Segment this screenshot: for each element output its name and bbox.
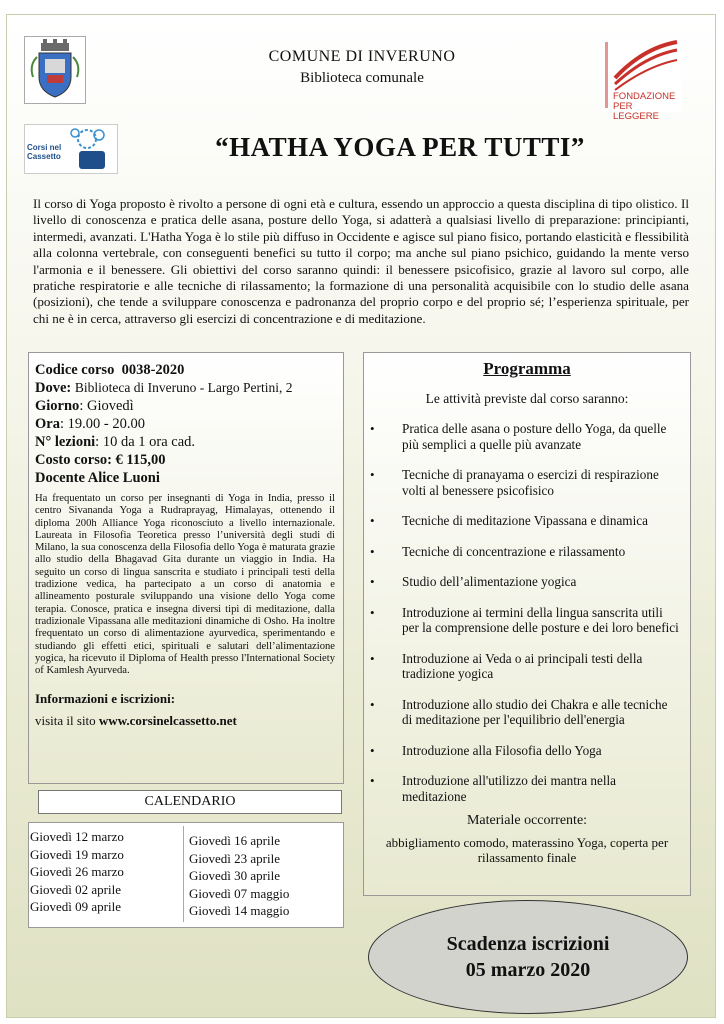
deadline-date: 05 marzo 2020 — [465, 959, 591, 981]
material-title: Materiale occorrente: — [466, 813, 588, 828]
course-day-label: Giorno — [35, 398, 80, 414]
deadline-badge — [368, 900, 688, 1014]
bullet-icon: • — [370, 773, 375, 788]
intro-paragraph: Il corso di Yoga proposto è rivolto a persone di ogni età e cultura, essendo un approccio a questa disciplina di tipo olistico. Il livello di conoscenza e pratica delle asana, posture dello Yoga, si adatterà a qualsiasi livello di preparazione: principianti, intermedi, avanzati. L'Hatha Yoga è lo stile più diffuso in Occidente e agisce sul piano fisico, portando elasticità e flessibilità alla colonna vertebrale, con conseguenti benefici su tutto il corpo; ma anche sul piano psichico, guidando la mente verso l'armonia e il benessere. Gli obiettivi del corso saranno quindi: il benessere psicofisico, grazie al lavoro sul corpo, alle pratiche respiratorie e alle tecniche di rilassamento; la formazione di una personalità acquisibile con lo studio delle asana (posizioni), che tende a sviluppare conoscenza e padronanza del proprio corpo e del proprio sé; l’esperienza spirituale, per chi ne è in cerca, attraverso gli esercizi di concentrazione e di meditazione. — [33, 196, 689, 326]
course-time-label: Ora — [35, 416, 60, 432]
course-teacher-line — [35, 469, 335, 487]
list-item — [364, 605, 690, 636]
list-item — [364, 743, 690, 759]
deadline-label: Scadenza iscrizioni — [446, 933, 610, 955]
list-item-text: Introduzione ai termini della lingua sanscrita utili per la comprensione delle posture e dei loro benefici — [402, 604, 679, 635]
course-where-line — [35, 379, 335, 397]
calendar-column-1 — [30, 828, 124, 916]
bullet-icon: • — [370, 742, 375, 758]
list-item — [364, 544, 690, 560]
list-item — [364, 697, 690, 728]
bullet-icon: • — [370, 696, 375, 712]
fondazione-logo-text: FONDAZIONE PER LEGGERE — [613, 91, 676, 122]
course-cost: Costo corso: € 115,00 — [35, 452, 166, 468]
calendar-title: CALENDARIO — [38, 790, 342, 814]
list-item-text: Introduzione alla Filosofia dello Yoga — [402, 742, 602, 758]
bullet-icon: • — [370, 650, 375, 666]
corsi-nel-cassetto-logo — [24, 124, 118, 174]
course-time-value: : 19.00 - 20.00 — [59, 416, 145, 432]
course-teacher: Docente Alice Luoni — [35, 470, 160, 486]
course-code-value: 0038-2020 — [121, 362, 185, 378]
page-title: “HATHA YOGA PER TUTTI” — [215, 132, 585, 162]
course-lessons-label: N° lezioni — [35, 434, 96, 450]
course-code-line — [35, 361, 335, 379]
calendar-date: Giovedì 02 aprile — [30, 881, 121, 897]
bullet-icon: • — [370, 513, 375, 528]
info-heading-line — [35, 691, 335, 707]
course-day-line — [35, 397, 335, 415]
calendar-date: Giovedì 09 aprile — [30, 899, 121, 915]
programma-box — [363, 352, 691, 896]
info-site-link[interactable]: www.corsinelcassetto.net — [98, 713, 237, 729]
info-site-line — [35, 713, 335, 729]
course-time-line — [35, 415, 335, 433]
programma-title: Programma — [483, 359, 571, 378]
course-where-value: Biblioteca di Inveruno - Largo Pertini, 2 — [74, 380, 293, 395]
bullet-icon: • — [370, 574, 375, 589]
material-text: abbigliamento comodo, materassino Yoga, coperta per rilassamento finale — [385, 835, 669, 865]
list-item-text: Tecniche di concentrazione e rilassamento — [402, 543, 626, 559]
course-lessons-line — [35, 433, 335, 451]
course-where-label: Dove: — [35, 380, 72, 396]
corsi-logo-text: Corsi nel Cassetto — [27, 143, 62, 161]
list-item-text: Introduzione allo studio dei Chakra e alle tecniche di meditazione per l'equilibrio dell'energia — [402, 696, 668, 727]
calendar-date: Giovedì 23 aprile — [189, 850, 280, 866]
list-item-text: Pratica delle asana o posture dello Yoga, da quelle più semplici a quelle più avanzate — [402, 421, 667, 452]
list-item-text: Introduzione ai Veda o ai principali testi della tradizione yogica — [402, 650, 643, 681]
teacher-bio: Ha frequentato un corso per insegnanti di Yoga in India, presso il centro Sivananda Yoga a Rudraprayag, Himalayas, ottenendo il diploma 200h Alliance Yoga riconosciuto a livello internazionale. Laureata in Filosofia Teoretica presso l’università degli studi di Milano, la sua conoscenza della Filosofia dello Yoga è maturata grazie allo studio della Bhagavad Gita durante un viaggio in India. Ha seguito un corso di lingua sanscrita e studiato i principali testi della tradizione vedica, ha partecipato a un corso di anatomia e allineamento posturale sviluppando una visione dello Yoga come terapia. Conosce, pratica e insegna diversi tipi di meditazione, dalla tradizionale Vipassana alle meditazioni dinamiche di Osho. Ha inoltre frequentato un corso di alimentazione ayurvedica, sperimentando e studiando gli effetti etici, spirituali e salutari dell’alimentazione yogica, ha ricevuto il Diploma of Health presso l'International Society of Kamlesh Ayurveda. — [35, 493, 335, 677]
bullet-icon: • — [370, 467, 375, 482]
programma-intro: Le attività previste dal corso saranno: — [425, 391, 629, 406]
course-cost-line — [35, 451, 335, 469]
list-item — [364, 421, 690, 452]
calendar-date: Giovedì 30 aprile — [189, 868, 280, 884]
bullet-icon: • — [370, 421, 375, 436]
course-lessons-value: : 10 da 1 ora cad. — [95, 434, 196, 450]
bullet-icon: • — [370, 604, 375, 620]
course-day-value: : Giovedì — [79, 398, 134, 414]
calendar-date: Giovedì 26 marzo — [30, 864, 124, 880]
list-item — [364, 574, 690, 590]
calendar-column-2 — [189, 832, 289, 920]
list-item-text: Tecniche di pranayama o esercizi di respirazione volti al benessere psicofisico — [402, 467, 659, 498]
calendar-date: Giovedì 14 maggio — [189, 903, 290, 919]
calendar-date: Giovedì 07 maggio — [189, 885, 290, 901]
list-item-text: Tecniche di meditazione Vipassana e dinamica — [402, 513, 648, 528]
list-item — [364, 513, 690, 529]
bullet-icon: • — [370, 543, 375, 559]
list-item — [364, 651, 690, 682]
list-item — [364, 467, 690, 498]
info-heading: Informazioni e iscrizioni: — [35, 691, 176, 707]
calendar-divider — [183, 826, 184, 922]
calendar-date: Giovedì 12 marzo — [30, 829, 124, 844]
list-item-text: Studio dell’alimentazione yogica — [402, 574, 577, 589]
course-code-label: Codice corso — [35, 362, 115, 378]
list-item — [364, 773, 690, 804]
list-item-text: Introduzione all'utilizzo dei mantra nella meditazione — [402, 773, 617, 804]
header-organization: COMUNE DI INVERUNO — [268, 48, 456, 65]
calendar-date: Giovedì 16 aprile — [189, 833, 280, 848]
info-prefix: visita il sito — [35, 713, 99, 729]
calendar-date: Giovedì 19 marzo — [30, 846, 124, 862]
header-subtitle: Biblioteca comunale — [300, 70, 424, 86]
course-info-box — [28, 352, 344, 784]
programma-list — [364, 421, 690, 804]
